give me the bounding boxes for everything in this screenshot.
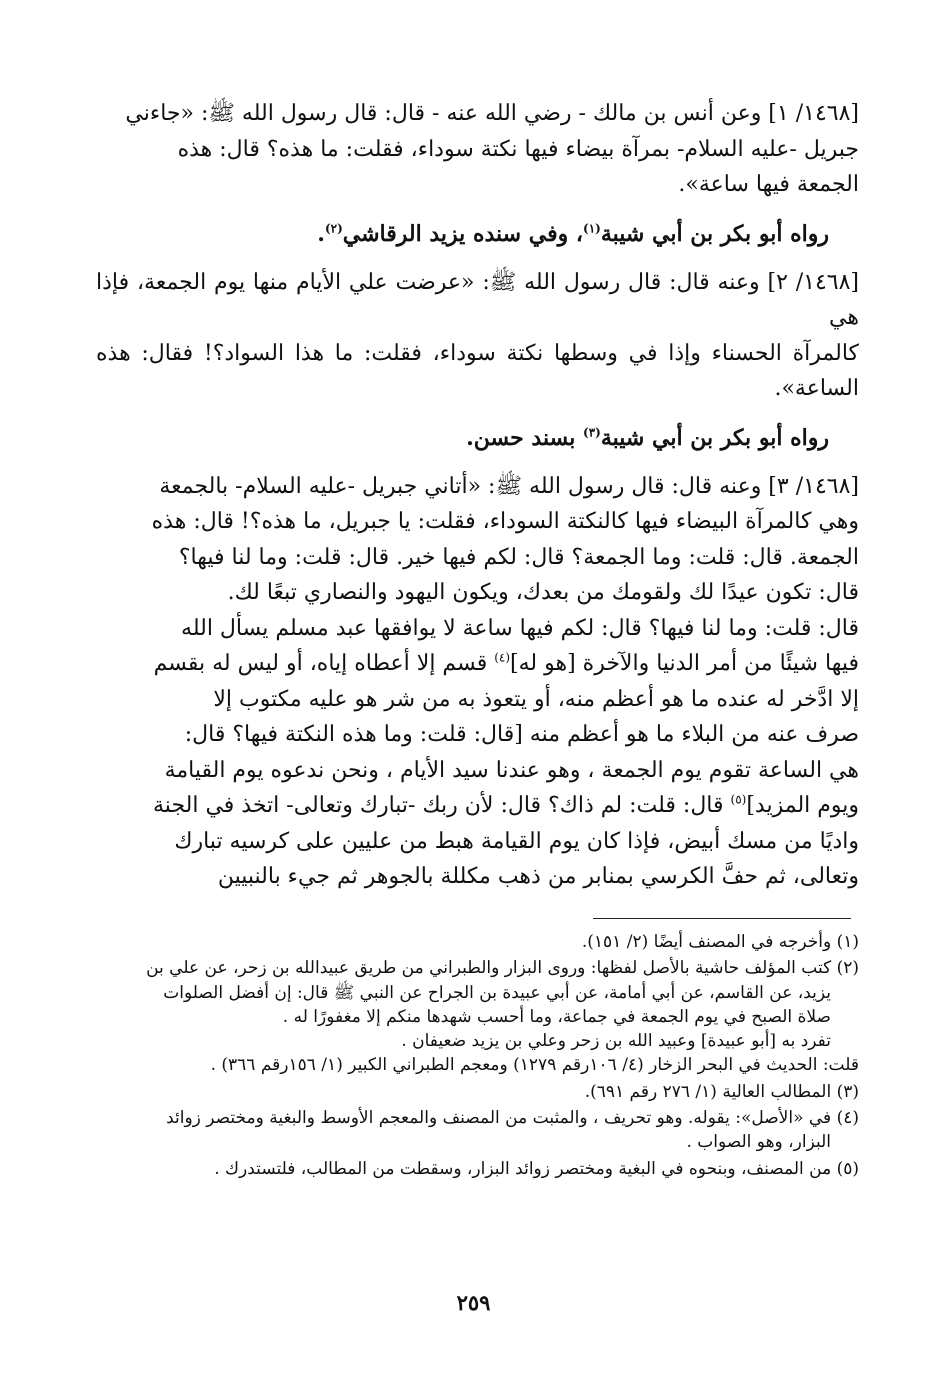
- hadith-3-line: وتعالى، ثم حفَّ الكرسي بمنابر من ذهب مكللة بالجوهر ثم جيء بالنبيين: [217, 864, 859, 889]
- footnote-ref-3: (٣): [583, 425, 601, 440]
- hadith-1-source: رواه أبو بكر بن أبي شيبة$^{(١)}$، وفي سنده يزيد الرقاشي$^{(٢)}$.: [317, 220, 829, 247]
- hadith-1-line: جبريل -عليه السلام- بمرآة بيضاء فيها نكتة سوداء، فقلت: ما هذه؟ قال: هذه: [177, 136, 859, 162]
- hadith-3-line: إلا ادَّخر له عنده ما هو أعظم منه، أو يتعوذ به من شر هو عليه مكتوب إلا: [213, 686, 859, 712]
- footnote-ref-4: (٤): [494, 650, 511, 665]
- hadith-3-line: قال: قلت: وما لنا فيها؟ قال: لكم فيها ساعة لا يوافقها عبد مسلم يسأل الله: [181, 615, 859, 641]
- footnotes: [89, 930, 859, 1183]
- hadith-3-line: وهي كالمرآة البيضاء فيها كالنكتة السوداء، فقلت: يا جبريل، ما هذه؟! قال: هذه: [151, 509, 859, 534]
- hadith-3-line: قال: تكون عيدًا لك ولقومك من بعدك، ويكون اليهود والنصاري تبعًا لك.: [227, 580, 859, 605]
- hadith-2-line: [١٤٦٨/ ٢] وعنه قال: قال رسول الله ﷺ: «عرضت علي الأيام منها يوم الجمعة، فإذا هي: [96, 269, 859, 330]
- hadith-3-line: صرف عنه من البلاء ما هو أعظم منه [قال: قلت: وما هذه النكتة فيها؟ قال:: [184, 722, 859, 747]
- hadith-3-line: ويوم المزيد]$^{(٥)}$ قال: قلت: لم ذاك؟ قال: لأن ربك -تبارك وتعالى- اتخذ في الجنة: [153, 792, 859, 818]
- footnote-3: (٣) المطالب العالية (١/ ٢٧٦ رقم ٦٩١).: [584, 1081, 859, 1102]
- footnote-ref-1: (١): [583, 221, 601, 236]
- footnote-5: (٥) من المصنف، وبنحوه في البغية ومختصر زوائد البزار، وسقطت من المطالب، فلتستدرك .: [214, 1158, 859, 1179]
- hadith-1-line: الجمعة فيها ساعة».: [678, 172, 859, 197]
- hadith-3: [96, 469, 859, 895]
- footnote-ref-2: (٢): [324, 221, 343, 236]
- footnote-ref-5: (٥): [730, 792, 747, 807]
- hadith-2: [96, 265, 859, 407]
- footnote-separator: [593, 918, 851, 919]
- hadith-3-line: الجمعة. قال: قلت: وما الجمعة؟ قال: لكم فيها خير. قال: قلت: وما لنا فيها؟: [178, 544, 859, 570]
- hadith-3-line: [١٤٦٨/ ٣] وعنه قال: قال رسول الله ﷺ: «أتاني جبريل -عليه السلام- بالجمعة: [159, 473, 859, 499]
- hadith-2-line: كالمرآة الحسناء وإذا في وسطها نكتة سوداء، فقلت: ما هذا السواد؟! فقال: هذه الساعة».: [96, 340, 859, 401]
- hadith-1: [96, 96, 859, 203]
- hadith-2-source: رواه أبو بكر بن أبي شيبة$^{(٣)}$ بسند حسن.: [466, 424, 829, 451]
- hadith-3-line: واديًا من مسك أبيض، فإذا كان يوم القيامة هبط من عليين على كرسيه تبارك: [174, 828, 859, 854]
- hadith-3-line: فيها شيئًا من أمر الدنيا والآخرة [هو له]$^{(٤)}$ قسم إلا أعطاه إياه، أو ليس له بقسم: [153, 650, 859, 676]
- page-number: ٢٥٩: [456, 1290, 491, 1315]
- footnote-1: (١) وأخرجه في المصنف أيضًا (٢/ ١٥١).: [581, 932, 859, 952]
- hadith-1-line: [١٤٦٨/ ١] وعن أنس بن مالك - رضي الله عنه - قال: قال رسول الله ﷺ: «جاءني: [125, 101, 859, 126]
- footnote-2: (٢) كتب المؤلف حاشية بالأصل لفظها: وروى البزار والطبراني من طريق عبيدالله بن زحر، عن علي بن يزيد، عن القاسم، عن أبي أمامة، عن أبي عبيدة بن الجراح عن النبي ﷺ قال: إن أفضل الصلوات صلاة الصبح في يوم الجمعة في جماعة، وما أحسب شهدها منكم إلا مغفورًا له . تفرد به [أبو عبيدة] وعبيد الله بن زحر وعلي بن يزيد ضعيفان . قلت: الحديث في البحر الزخار (٤/ ١٠٦رقم ١٢٧٩) ومعجم الطبراني الكبير (١/ ١٥٦رقم ٣٦٦) .: [146, 958, 859, 1076]
- footnote-4: (٤) في «الأصل»: يقوله. وهو تحريف ، والمثبت من المصنف والمعجم الأوسط والبغية ومختصر زوائد البزار، وهو الصواب .: [166, 1108, 859, 1153]
- hadith-3-line: هي الساعة تقوم يوم الجمعة ، وهو عندنا سيد الأيام ، ونحن ندعوه يوم القيامة: [164, 757, 859, 783]
